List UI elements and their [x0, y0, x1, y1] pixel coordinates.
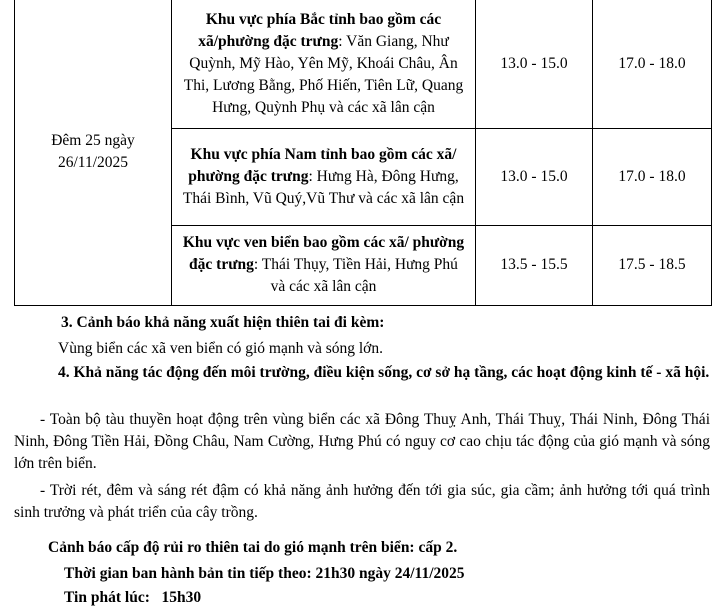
section4-bullet: - Trời rét, đêm và sáng rét đậm có khả năng ảnh hưởng đến tới gia súc, gia cầm; ảnh hưởng tới quá trình sinh trưởng và phát triển của cây trồng. [14, 482, 710, 521]
region-name: Khu vực phía Nam tỉnh bao gồm các xã/ phường đặc trưng [188, 145, 457, 185]
range-cell: 13.0 - 15.0 [476, 0, 593, 128]
warning-level: Cảnh báo cấp độ rủi ro thiên tai do gió mạnh trên biển: cấp 2. [48, 539, 458, 556]
range-cell: 17.5 - 18.5 [593, 225, 712, 305]
region-cell [172, 0, 476, 128]
region-communes: : Hưng Hà, Đông Hưng, Thái Bình, Vũ Quý,Vũ Thư và các xã lân cận [182, 167, 465, 207]
table-row [15, 0, 712, 128]
region-cell [172, 225, 476, 305]
region-communes: : Thái Thụy, Tiền Hải, Hưng Phú và các xã lân cận [253, 256, 458, 295]
range-cell: 13.0 - 15.0 [476, 128, 593, 225]
range-cell: 13.5 - 15.5 [476, 225, 593, 305]
issued-time: Tin phát lúc: 15h30 [64, 589, 202, 606]
period-cell: Đêm 25 ngày 26/11/2025 [15, 0, 172, 305]
region-communes: : Văn Giang, Như Quỳnh, Mỹ Hào, Yên Mỹ, Khoái Châu, Ân Thi, Lương Bằng, Phố Hiến, Tiên Lữ, Quang Hưng, Quỳnh Phụ và các xã lân cận [183, 32, 464, 116]
region-cell [172, 128, 476, 225]
section3-heading: 3. Cảnh báo khả năng xuất hiện thiên tai đi kèm: [61, 314, 385, 331]
forecast-table [14, 0, 712, 306]
range-cell: 17.0 - 18.0 [593, 128, 712, 225]
section4-heading: 4. Khả năng tác động đến môi trường, điều kiện sống, cơ sở hạ tầng, các hoạt động kinh tế - xã hội. [58, 364, 710, 381]
next-issue-time: Thời gian ban hành bản tin tiếp theo: 21h30 ngày 24/11/2025 [64, 565, 465, 582]
section3-body: Vùng biển các xã ven biển có gió mạnh và sóng lớn. [58, 340, 384, 357]
section4-bullet: - Toàn bộ tàu thuyền hoạt động trên vùng biển các xã Đông Thuỵ Anh, Thái Thuỵ, Thái Ninh, Đông Thái Ninh, Đông Tiền Hải, Đồng Châu, Nam Cường, Hưng Phú có nguy cơ cao chịu tác động của gió mạnh và sóng lớn trên biển. [14, 411, 710, 472]
range-cell: 17.0 - 18.0 [593, 0, 712, 128]
region-name: Khu vực phía Bắc tỉnh bao gồm các xã/phường đặc trưng [198, 10, 442, 50]
region-name: Khu vực ven biển bao gồm các xã/ phường đặc trưng [182, 234, 465, 273]
